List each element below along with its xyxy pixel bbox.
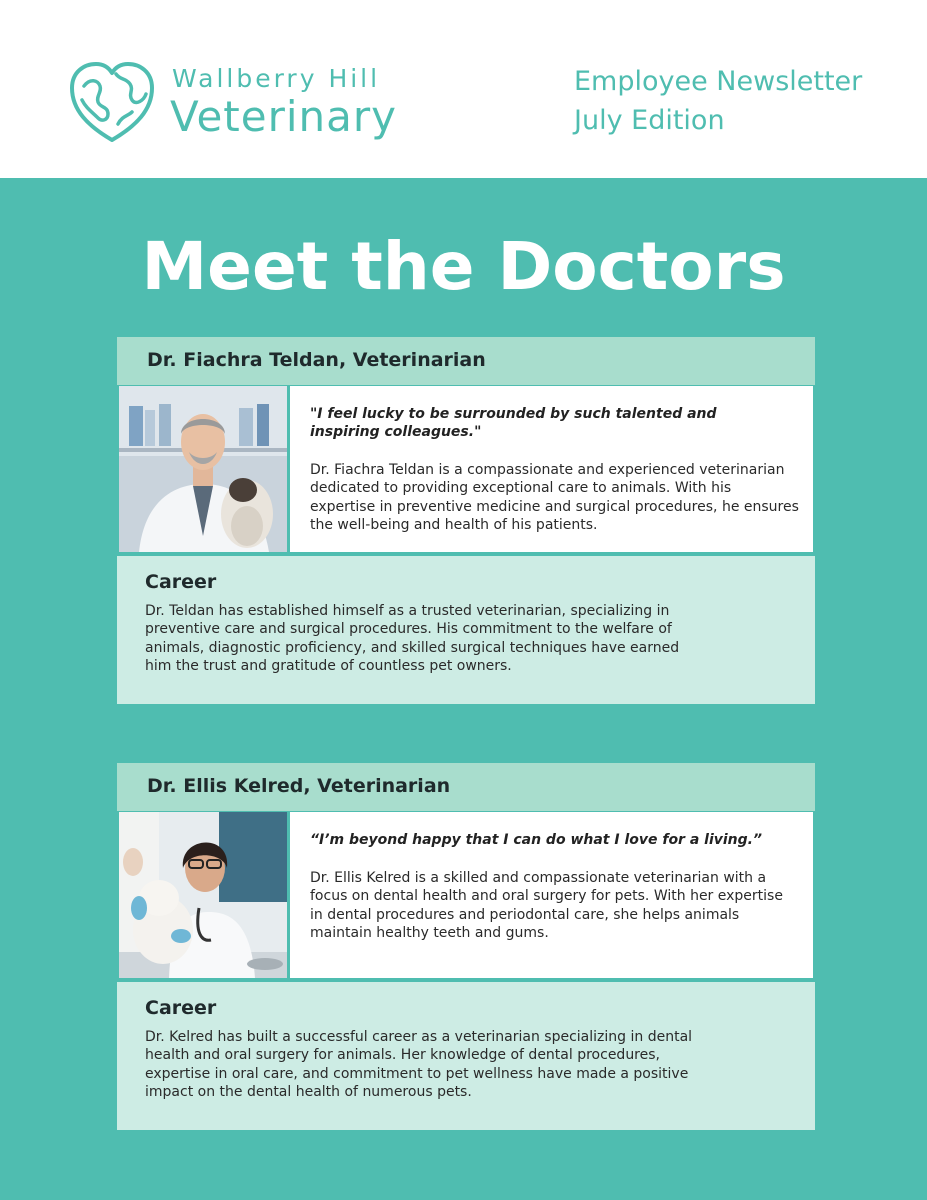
newsletter-edition: July Edition: [574, 105, 725, 136]
career-section: [117, 982, 815, 1130]
doctor-quote: “I’m beyond happy that I can do what I love for a living.”: [310, 832, 763, 848]
career-text: Dr. Teldan has established himself as a trusted veterinarian, specializing in preventive care and surgical procedures. His commitment to the welfare of animals, diagnostic proficiency, and skilled surgical techniques have earned him the trust and gratitude of countless pet owners.: [145, 603, 680, 675]
heart-globe-logo-icon: [68, 60, 156, 144]
doctor-name-bar: [117, 763, 815, 811]
career-text: Dr. Kelred has built a successful career as a veterinarian specializing in dental health and oral surgery for animals. Her knowledge of dental procedures, expertise in oral care, and commitment to pet wellness have made a positive impact on the dental health of numerous pets.: [145, 1029, 693, 1101]
career-section: [117, 556, 815, 704]
career-heading: Career: [145, 997, 217, 1019]
newsletter-title: Employee Newsletter: [574, 66, 863, 97]
page-title: Meet the Doctors: [141, 228, 786, 305]
doctor-photo: [119, 386, 287, 552]
doctor-name-bar: [117, 337, 815, 385]
doctor-name: Dr. Ellis Kelred, Veterinarian: [147, 775, 451, 797]
doctor-bio-panel: [290, 386, 813, 552]
doctor-bio-panel: [290, 812, 813, 978]
career-heading: Career: [145, 571, 217, 593]
newsletter-label: [574, 62, 862, 140]
doctor-description: Dr. Ellis Kelred is a skilled and compassionate veterinarian with a focus on dental health and oral surgery for pets. With her expertise in dental procedures and periodontal care, she helps animals maintain healthy teeth and gums.: [310, 870, 783, 942]
doctor-name: Dr. Fiachra Teldan, Veterinarian: [147, 349, 486, 371]
logo-text-line2: Veterinary: [170, 92, 398, 141]
doctor-photo: [119, 812, 287, 978]
doctor-quote: "I feel lucky to be surrounded by such talented and inspiring colleagues.": [310, 406, 717, 440]
logo-text-line1: Wallberry Hill: [172, 64, 381, 93]
header: [0, 0, 927, 178]
doctor-description: Dr. Fiachra Teldan is a compassionate and experienced veterinarian dedicated to providing exceptional care to animals. With his expertise in preventive medicine and surgical procedures, he ensures the well-being and health of his patients.: [310, 462, 799, 534]
